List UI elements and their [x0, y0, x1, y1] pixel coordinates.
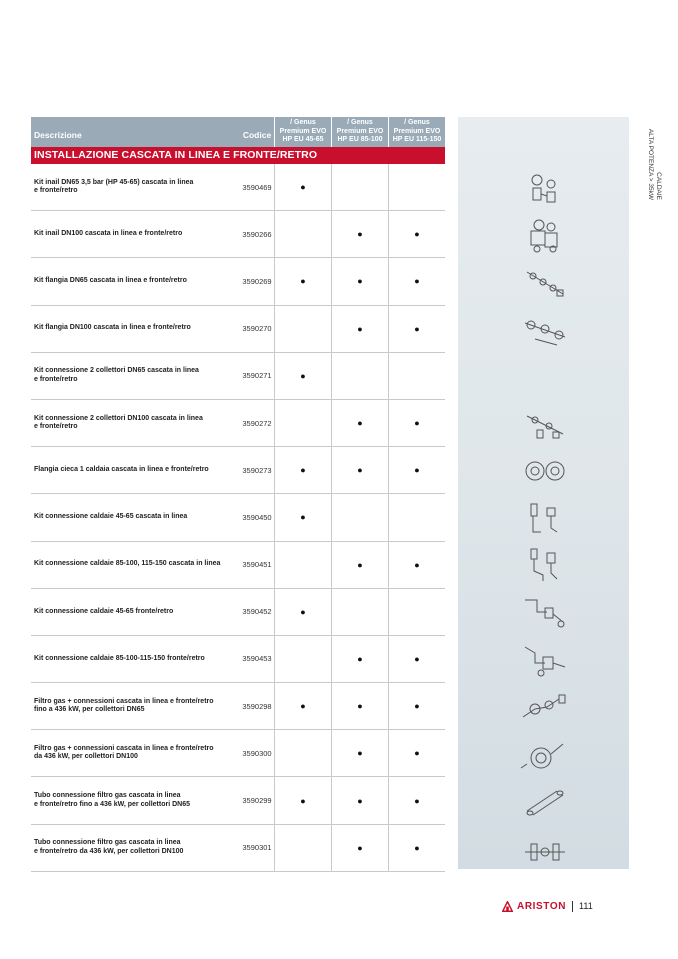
- compatibility-cell: [331, 258, 388, 304]
- side-category-label: [632, 120, 672, 200]
- side-label-line2: ALTA POTENZA > 35kW: [647, 128, 654, 200]
- compatibility-cell: [274, 542, 331, 588]
- row-description: [31, 777, 240, 823]
- header-col1-line1: / Genus: [290, 119, 316, 127]
- ariston-logo-icon: [502, 901, 513, 912]
- header-col1-line3: HP EU 45-65: [282, 136, 324, 144]
- product-thumbnail: [505, 353, 585, 400]
- compatibility-cell: [331, 730, 388, 776]
- compatibility-cell: [274, 777, 331, 823]
- side-label-line1: CALDAIE: [655, 172, 662, 200]
- compatibility-cell: [388, 211, 445, 257]
- row-code: 3590298: [242, 701, 272, 711]
- compatibility-cell: [274, 400, 331, 446]
- compatibility-mark: ●: [300, 182, 306, 193]
- compatibility-mark: ●: [357, 323, 363, 334]
- row-description-line1: Kit connessione caldaie 85-100-115-150 fronte/retro: [34, 654, 205, 662]
- product-thumbnails: [505, 164, 585, 872]
- compatibility-cell: [274, 211, 331, 257]
- compatibility-mark: ●: [300, 512, 306, 523]
- row-description: [31, 258, 240, 304]
- compatibility-mark: ●: [357, 795, 363, 806]
- product-drawing-icon: [517, 781, 573, 821]
- compatibility-cell: [388, 636, 445, 682]
- compatibility-mark: ●: [414, 748, 420, 759]
- compatibility-cell: [274, 494, 331, 540]
- brand-name: ARISTON: [517, 900, 567, 912]
- table-row: [31, 494, 445, 541]
- row-description: [31, 400, 240, 446]
- row-description: [31, 211, 240, 257]
- row-description: [31, 825, 240, 871]
- compatibility-cell: [331, 211, 388, 257]
- product-drawing-icon: [517, 215, 573, 255]
- compatibility-cell: [274, 825, 331, 871]
- table-row: [31, 542, 445, 589]
- product-drawing-icon: [517, 451, 573, 491]
- compatibility-cell: [388, 730, 445, 776]
- table-row: [31, 447, 445, 494]
- product-drawing-icon: [517, 498, 573, 538]
- compatibility-mark: ●: [357, 653, 363, 664]
- row-code: 3590299: [242, 796, 272, 806]
- product-drawing-icon: [517, 734, 573, 774]
- row-description: [31, 636, 240, 682]
- header-code: Codice: [242, 130, 272, 140]
- compatibility-cell: [331, 683, 388, 729]
- table-row: [31, 636, 445, 683]
- product-thumbnail: [505, 447, 585, 494]
- compatibility-cell: [388, 494, 445, 540]
- compatibility-cell: [274, 258, 331, 304]
- compatibility-cell: [274, 636, 331, 682]
- row-description-line2: e fronte/retro: [34, 187, 78, 195]
- compatibility-mark: ●: [357, 465, 363, 476]
- product-thumbnail: [505, 542, 585, 589]
- row-code: 3590272: [242, 418, 272, 428]
- table-row: [31, 683, 445, 730]
- compatibility-cell: [331, 164, 388, 210]
- product-drawing-icon: [517, 828, 573, 868]
- compatibility-cell: [274, 306, 331, 352]
- compatibility-cell: [331, 306, 388, 352]
- product-drawing-icon: [517, 309, 573, 349]
- row-code: 3590266: [242, 229, 272, 239]
- header-col2-line2: Premium EVO: [336, 127, 384, 135]
- compatibility-mark: ●: [414, 323, 420, 334]
- compatibility-cell: [274, 447, 331, 493]
- compatibility-mark: ●: [357, 559, 363, 570]
- row-description-line1: Filtro gas + connessioni cascata in linea e fronte/retro: [34, 697, 214, 705]
- compatibility-cell: [331, 636, 388, 682]
- row-description: [31, 589, 240, 635]
- row-description-line2: e fronte/retro da 436 kW, per collettori DN100: [34, 847, 184, 855]
- row-description-line1: Kit connessione caldaie 45-65 cascata in linea: [34, 513, 188, 521]
- page-number: 111: [579, 901, 593, 911]
- row-description-line1: Kit flangia DN100 cascata in linea e fronte/retro: [34, 324, 191, 332]
- compatibility-cell: [388, 825, 445, 871]
- row-description: [31, 730, 240, 776]
- compatibility-cell: [331, 777, 388, 823]
- row-description-line1: Kit connessione caldaie 45-65 fronte/retro: [34, 607, 174, 615]
- product-thumbnail: [505, 589, 585, 636]
- compatibility-cell: [274, 589, 331, 635]
- row-description: [31, 542, 240, 588]
- table-row: [31, 353, 445, 400]
- table-row: [31, 730, 445, 777]
- row-description-line1: Flangia cieca 1 caldaia cascata in linea e fronte/retro: [34, 465, 209, 473]
- row-description-line2: e fronte/retro: [34, 375, 78, 383]
- product-thumbnail: [505, 777, 585, 824]
- product-thumbnail: [505, 211, 585, 258]
- compatibility-mark: ●: [414, 795, 420, 806]
- compatibility-cell: [388, 589, 445, 635]
- compatibility-cell: [331, 494, 388, 540]
- compatibility-cell: [388, 542, 445, 588]
- compatibility-cell: [331, 400, 388, 446]
- compatibility-cell: [274, 683, 331, 729]
- row-description-line1: Kit inail DN65 3,5 bar (HP 45-65) cascata in linea: [34, 178, 194, 186]
- row-description: [31, 306, 240, 352]
- compatibility-mark: ●: [414, 559, 420, 570]
- product-thumbnail: [505, 494, 585, 541]
- header-col2-line3: HP EU 85-100: [337, 136, 383, 144]
- compatibility-mark: ●: [414, 418, 420, 429]
- row-description-line2: e fronte/retro: [34, 423, 78, 431]
- row-code: 3590269: [242, 276, 272, 286]
- compatibility-mark: ●: [357, 276, 363, 287]
- table-body: [31, 164, 445, 872]
- product-thumbnail: [505, 400, 585, 447]
- compatibility-cell: [388, 447, 445, 493]
- header-col2-line1: / Genus: [347, 119, 373, 127]
- compatibility-cell: [331, 589, 388, 635]
- compatibility-cell: [388, 777, 445, 823]
- row-description: [31, 164, 240, 210]
- row-code: 3590451: [242, 560, 272, 570]
- row-description: [31, 353, 240, 399]
- compatibility-cell: [274, 164, 331, 210]
- compatibility-cell: [388, 164, 445, 210]
- compatibility-mark: ●: [414, 653, 420, 664]
- row-description-line2: fino a 436 kW, per collettori DN65: [34, 706, 145, 714]
- compatibility-mark: ●: [300, 276, 306, 287]
- compatibility-mark: ●: [357, 418, 363, 429]
- compatibility-mark: ●: [414, 276, 420, 287]
- row-code: 3590453: [242, 654, 272, 664]
- page-footer: [502, 899, 593, 913]
- header-description: Descrizione: [34, 130, 82, 140]
- product-thumbnail: [505, 636, 585, 683]
- row-code: 3590271: [242, 371, 272, 381]
- row-description-line1: Kit connessione 2 collettori DN100 cascata in linea: [34, 414, 203, 422]
- table-header: [31, 117, 445, 147]
- compatibility-cell: [331, 353, 388, 399]
- row-description-line1: Tubo connessione filtro gas cascata in linea: [34, 839, 181, 847]
- row-code: 3590300: [242, 748, 272, 758]
- compatibility-mark: ●: [357, 748, 363, 759]
- row-description-line1: Kit connessione caldaie 85-100, 115-150 cascata in linea: [34, 560, 221, 568]
- compatibility-mark: ●: [300, 370, 306, 381]
- product-thumbnail: [505, 258, 585, 305]
- header-col3-line2: Premium EVO: [393, 127, 441, 135]
- compatibility-cell: [388, 353, 445, 399]
- table-row: [31, 400, 445, 447]
- compatibility-cell: [388, 400, 445, 446]
- row-description-line1: Kit connessione 2 collettori DN65 cascata in linea: [34, 367, 199, 375]
- compatibility-mark: ●: [300, 795, 306, 806]
- table-row: [31, 777, 445, 824]
- compatibility-cell: [388, 258, 445, 304]
- compatibility-mark: ●: [300, 465, 306, 476]
- row-code: 3590452: [242, 607, 272, 617]
- product-thumbnail: [505, 683, 585, 730]
- compatibility-mark: ●: [414, 701, 420, 712]
- table-row: [31, 258, 445, 305]
- compatibility-mark: ●: [357, 842, 363, 853]
- footer-separator: [572, 901, 573, 912]
- row-description: [31, 447, 240, 493]
- row-description-line2: da 436 kW, per collettori DN100: [34, 753, 138, 761]
- compatibility-cell: [274, 730, 331, 776]
- compatibility-cell: [331, 447, 388, 493]
- product-thumbnail: [505, 730, 585, 777]
- compatibility-mark: ●: [357, 229, 363, 240]
- header-col3-line1: / Genus: [404, 119, 430, 127]
- product-drawing-icon: [517, 639, 573, 679]
- row-description: [31, 683, 240, 729]
- row-description-line1: Tubo connessione filtro gas cascata in linea: [34, 792, 181, 800]
- product-drawing-icon: [517, 404, 573, 444]
- compatibility-mark: ●: [414, 842, 420, 853]
- table-row: [31, 306, 445, 353]
- table-row: [31, 589, 445, 636]
- row-description-line2: e fronte/retro fino a 436 kW, per collettori DN65: [34, 800, 190, 808]
- row-code: 3590301: [242, 843, 272, 853]
- compatibility-cell: [388, 683, 445, 729]
- row-description-line1: Filtro gas + connessioni cascata in linea e fronte/retro: [34, 744, 214, 752]
- product-thumbnail: [505, 825, 585, 872]
- row-description-line1: Kit flangia DN65 cascata in linea e fronte/retro: [34, 277, 187, 285]
- compatibility-cell: [331, 542, 388, 588]
- product-thumbnail: [505, 164, 585, 211]
- row-code: 3590270: [242, 324, 272, 334]
- product-drawing-icon: [517, 687, 573, 727]
- table-row: [31, 164, 445, 211]
- product-drawing-icon: [517, 592, 573, 632]
- compatibility-mark: ●: [300, 606, 306, 617]
- product-drawing-icon: [517, 262, 573, 302]
- product-thumbnail: [505, 306, 585, 353]
- header-column-45-65: [274, 117, 331, 147]
- header-col1-line2: Premium EVO: [279, 127, 327, 135]
- table-row: [31, 211, 445, 258]
- table-row: [31, 825, 445, 872]
- row-code: 3590273: [242, 465, 272, 475]
- product-drawing-icon: [517, 168, 573, 208]
- section-title: INSTALLAZIONE CASCATA IN LINEA E FRONTE/RETRO: [31, 147, 445, 164]
- compatibility-mark: ●: [300, 701, 306, 712]
- row-code: 3590469: [242, 182, 272, 192]
- row-description-line1: Kit inail DN100 cascata in linea e fronte/retro: [34, 230, 183, 238]
- compatibility-mark: ●: [414, 229, 420, 240]
- header-column-85-100: [331, 117, 388, 147]
- product-drawing-icon: [517, 545, 573, 585]
- compatibility-mark: ●: [414, 465, 420, 476]
- row-code: 3590450: [242, 512, 272, 522]
- compatibility-mark: ●: [357, 701, 363, 712]
- compatibility-cell: [388, 306, 445, 352]
- compatibility-cell: [274, 353, 331, 399]
- header-col3-line3: HP EU 115-150: [392, 136, 442, 144]
- header-column-115-150: [388, 117, 445, 147]
- row-description: [31, 494, 240, 540]
- compatibility-cell: [331, 825, 388, 871]
